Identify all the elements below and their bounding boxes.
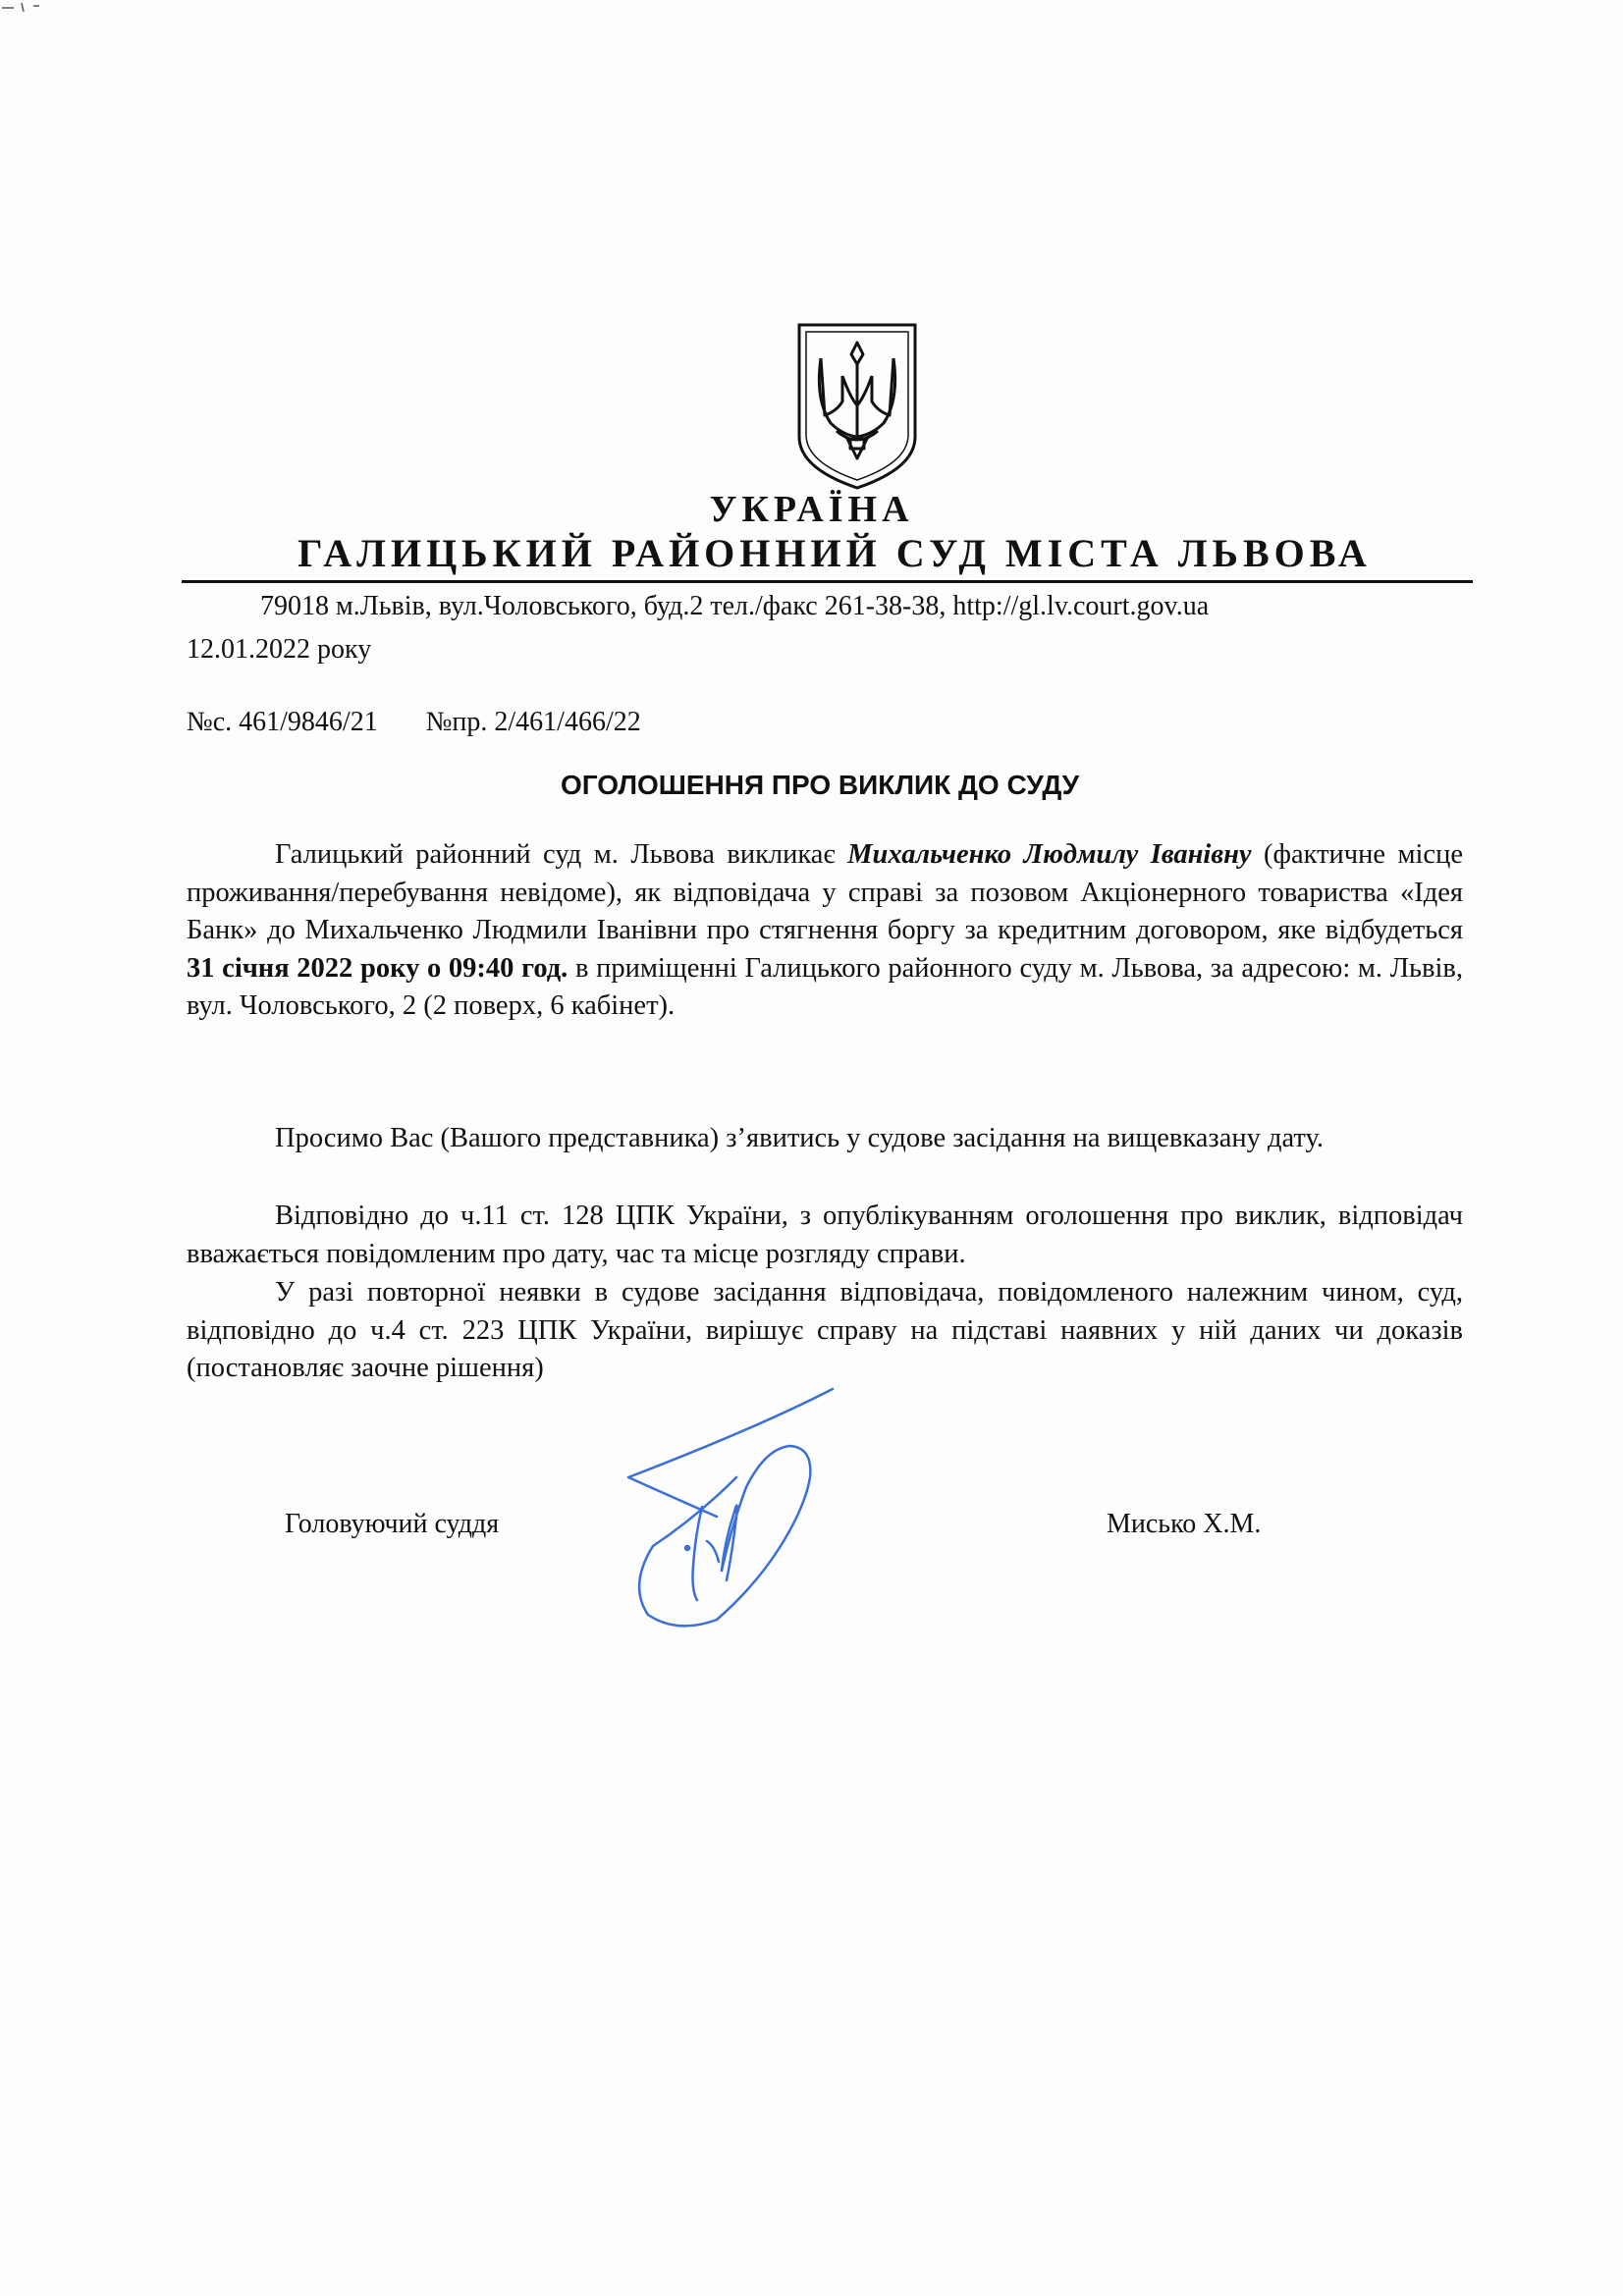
paragraph-notification: Відповідно до ч.11 ст. 128 ЦПК України, з опублікуванням оголошення про виклик, відповідач вважається повідомленим про дату, час та місце розгляду справи. (187, 1201, 1463, 1269)
court-address: 79018 м.Львів, вул.Чоловського, буд.2 тел./факс 261-38-38, http://gl.lv.court.gov.ua (260, 591, 1210, 621)
proceeding-number: №пр. 2/461/466/22 (425, 707, 641, 737)
paragraph-summons: Галицький районний суд м. Львова викликає Михальченко Людмилу Іванівну (фактичне місце проживання/перебування невідоме), як відповідача у справі за позовом Акціонерного товариства «Ідея Банк» до Михальченко Людмили Іванівни про стягнення боргу за кредитним договором, яке відбудеться 31 січня 2022 року о 09:40 год. в приміщенні Галицького районного суду м. Львова, за адресою: м. Львів, вул. Чоловського, 2 (2 поверх, 6 кабінет). (187, 839, 1464, 1021)
handwritten-signature (609, 1369, 844, 1634)
trident-coat-of-arms-icon (793, 321, 921, 492)
judge-name: Мисько Х.М. (1107, 1509, 1262, 1539)
paragraph-request: Просимо Вас (Вашого представника) з’явитись у судове засідання на вищевказану дату. (275, 1123, 1324, 1153)
court-name: ГАЛИЦЬКИЙ РАЙОННИЙ СУД МІСТА ЛЬВОВА (298, 531, 1372, 575)
country-title: УКРАЇНА (709, 489, 914, 530)
judge-role: Головуючий суддя (285, 1509, 500, 1539)
hearing-datetime: 31 січня 2022 року о 09:40 год. (187, 952, 568, 984)
document-date: 12.01.2022 року (187, 634, 372, 665)
paragraph-default-judgment: У разі повторної неявки в судове засідання відповідача, повідомленого належним чином, суд, відповідно до ч.4 ст. 223 ЦПК України, вирішує справу на підставі наявних у ній даних чи доказів (постановляє заочне рішення) (187, 1277, 1463, 1383)
header-divider (182, 580, 1473, 583)
scan-mark (0, 0, 59, 14)
defendant-name: Михальченко Людмилу Іванівну (847, 839, 1252, 870)
case-number: №с. 461/9846/21 (187, 707, 378, 737)
case-numbers (187, 703, 641, 742)
document-heading: ОГОЛОШЕННЯ ПРО ВИКЛИК ДО СУДУ (560, 770, 1080, 800)
